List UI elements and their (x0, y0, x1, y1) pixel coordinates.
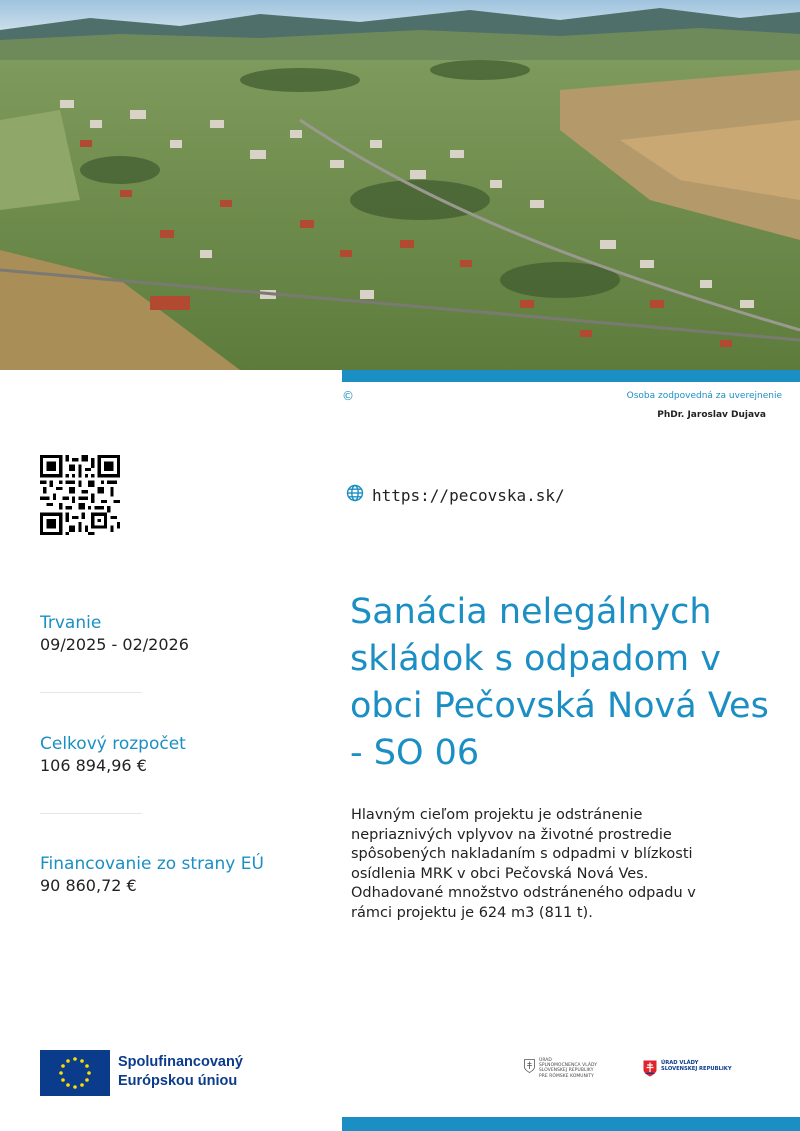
eu-funding-value: 90 860,72 € (40, 876, 137, 895)
government-office-logo (643, 1060, 756, 1081)
plenipotentiary-office-logo (524, 1058, 609, 1079)
gov-office-line1: ÚRAD VLÁDY (661, 1060, 699, 1066)
eu-cofunded-line2: Európskou úniou (118, 1073, 238, 1089)
bottom-accent-bar (342, 1117, 800, 1131)
copyright-symbol: © (342, 389, 354, 403)
total-budget-value: 106 894,96 € (40, 756, 147, 775)
globe-icon (346, 484, 364, 506)
office-line1: ÚRAD (539, 1058, 552, 1063)
state-emblem-icon (524, 1058, 535, 1077)
divider (40, 813, 142, 814)
eu-cofunded-line1: Spolufinancovaný (118, 1054, 243, 1070)
divider (40, 692, 142, 693)
eu-flag-icon (40, 1050, 110, 1096)
responsible-person-label: Osoba zodpovedná za uverejnenie (626, 391, 782, 401)
slovak-coat-of-arms-icon (643, 1060, 657, 1081)
duration-value: 09/2025 - 02/2026 (40, 635, 189, 654)
duration-label: Trvanie (40, 613, 102, 633)
eu-cofunded-text (118, 1053, 243, 1091)
project-title: Sanácia nelegálnych skládok s odpadom v obci Pečovská Nová Ves - SO 06 (350, 592, 769, 773)
eu-funding-block (40, 853, 264, 897)
gov-office-line2: SLOVENSKEJ REPUBLIKY (661, 1066, 732, 1073)
office-line2: SPLNOMOCNENCA VLÁDY (539, 1063, 598, 1069)
website-url[interactable]: https://pecovska.sk/ (372, 485, 565, 505)
responsible-person-name: PhDr. Jaroslav Dujava (657, 410, 766, 420)
office-line4: PRE RÓMSKE KOMUNITY (539, 1073, 594, 1079)
top-accent-bar (342, 370, 800, 382)
budget-block (40, 733, 186, 777)
qr-code[interactable] (40, 455, 120, 535)
total-budget-label: Celkový rozpočet (40, 734, 186, 754)
website-link-row[interactable] (346, 484, 565, 506)
duration-block (40, 612, 189, 656)
aerial-village-photo (0, 0, 800, 370)
office-line3: SLOVENSKEJ REPUBLIKY (539, 1068, 594, 1074)
eu-funding-label: Financovanie zo strany EÚ (40, 854, 264, 874)
project-description: Hlavným cieľom projektu je odstránenie nepriaznivých vplyvov na životné prostredie spôsobených nakladaním s odpadmi v blízkosti osídlenia MRK v obci Pečovská Nová Ves. Odhadované množstvo odstráneného odpadu v rámci projektu je 624 m3 (811 t). (351, 807, 696, 921)
